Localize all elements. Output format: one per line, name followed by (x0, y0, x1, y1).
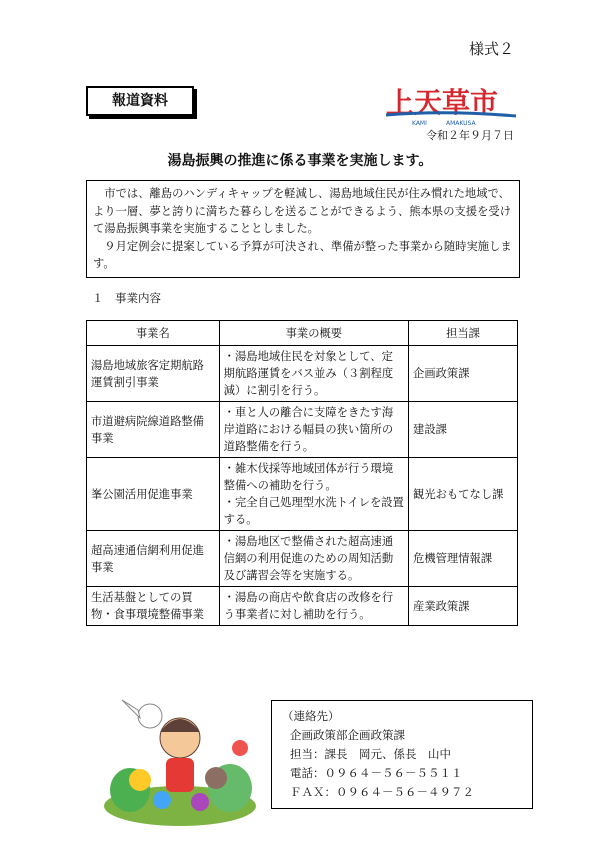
business-summary: ・湯島の商店や飲食店の改修を行う事業者に対し補助を行う。 (219, 587, 408, 626)
intro-paragraph: ９月定例会に提案している予算が可決され、準備が整った事業から随時実施します。 (93, 239, 512, 270)
table-row (87, 346, 518, 402)
column-header: 担当課 (409, 321, 518, 346)
business-name: 峯公園活用促進事業 (87, 458, 220, 531)
table-row (87, 402, 518, 458)
contact-box (271, 700, 533, 809)
press-release-label: 報道資料 (86, 86, 194, 116)
contact-phone: 電話：０９６４－５６－５５１１ (290, 766, 463, 780)
table-row (87, 587, 518, 626)
mascot-illustration (100, 688, 260, 828)
contact-department: 企画政策部企画政策課 (290, 728, 405, 742)
logo-text: 上天草市 (386, 86, 499, 119)
summary-line: ・雑木伐採等地域団体が行う環境整備への補助を行う。 (223, 462, 394, 492)
city-logo (384, 82, 520, 128)
business-summary (219, 458, 408, 531)
business-name: 超高速通信網利用促進事業 (87, 531, 220, 587)
form-number: 様式２ (468, 40, 514, 58)
department: 産業政策課 (409, 587, 518, 626)
business-summary: ・湯島地域住民を対象として、定期航路運賃をバス並み（３割程度減）に割引を行う。 (219, 346, 408, 402)
column-header: 事業名 (87, 321, 220, 346)
contact-fax: ＦＡＸ：０９６４－５６－４９７２ (290, 785, 474, 799)
contact-staff: 担当：課長 岡元、係長 山中 (290, 747, 451, 761)
business-name: 生活基盤としての買物・食事環境整備事業 (87, 587, 220, 626)
release-date: 令和２年９月７日 (426, 129, 514, 142)
intro-box (86, 180, 520, 278)
department: 企画政策課 (409, 346, 518, 402)
business-summary: ・車と人の離合に支障をきたす海岸道路における幅員の狭い箇所の道路整備を行う。 (219, 402, 408, 458)
logo-sub-left: KAMI (412, 120, 427, 127)
section-title: １ 事業内容 (92, 291, 161, 305)
business-summary: ・湯島地区で整備された超高速通信網の利用促進のための周知活動及び講習会等を実施する。 (219, 531, 408, 587)
table-row (87, 458, 518, 531)
summary-line: ・完全自己処理型水洗トイレを設置する。 (223, 496, 404, 526)
department: 建設課 (409, 402, 518, 458)
contact-title: （連絡先） (282, 709, 340, 723)
business-table (86, 320, 518, 626)
department: 観光おもてなし課 (409, 458, 518, 531)
headline: 湯島振興の推進に係る事業を実施します。 (167, 153, 433, 169)
column-header: 事業の概要 (219, 321, 408, 346)
intro-paragraph: 市では、離島のハンディキャップを軽減し、湯島地域住民が住み慣れた地域で、より一層、夢と誇りに満ちた暮らしを送ることができるよう、熊本県の支援を受けて湯島振興事業を実施することとしました。 (93, 187, 511, 235)
table-header-row (87, 321, 518, 346)
business-name: 市道避病院線道路整備事業 (87, 402, 220, 458)
department: 危機管理情報課 (409, 531, 518, 587)
table-row (87, 531, 518, 587)
business-name: 湯島地域旅客定期航路運賃割引事業 (87, 346, 220, 402)
logo-sub-right: AMAKUSA (446, 120, 476, 127)
